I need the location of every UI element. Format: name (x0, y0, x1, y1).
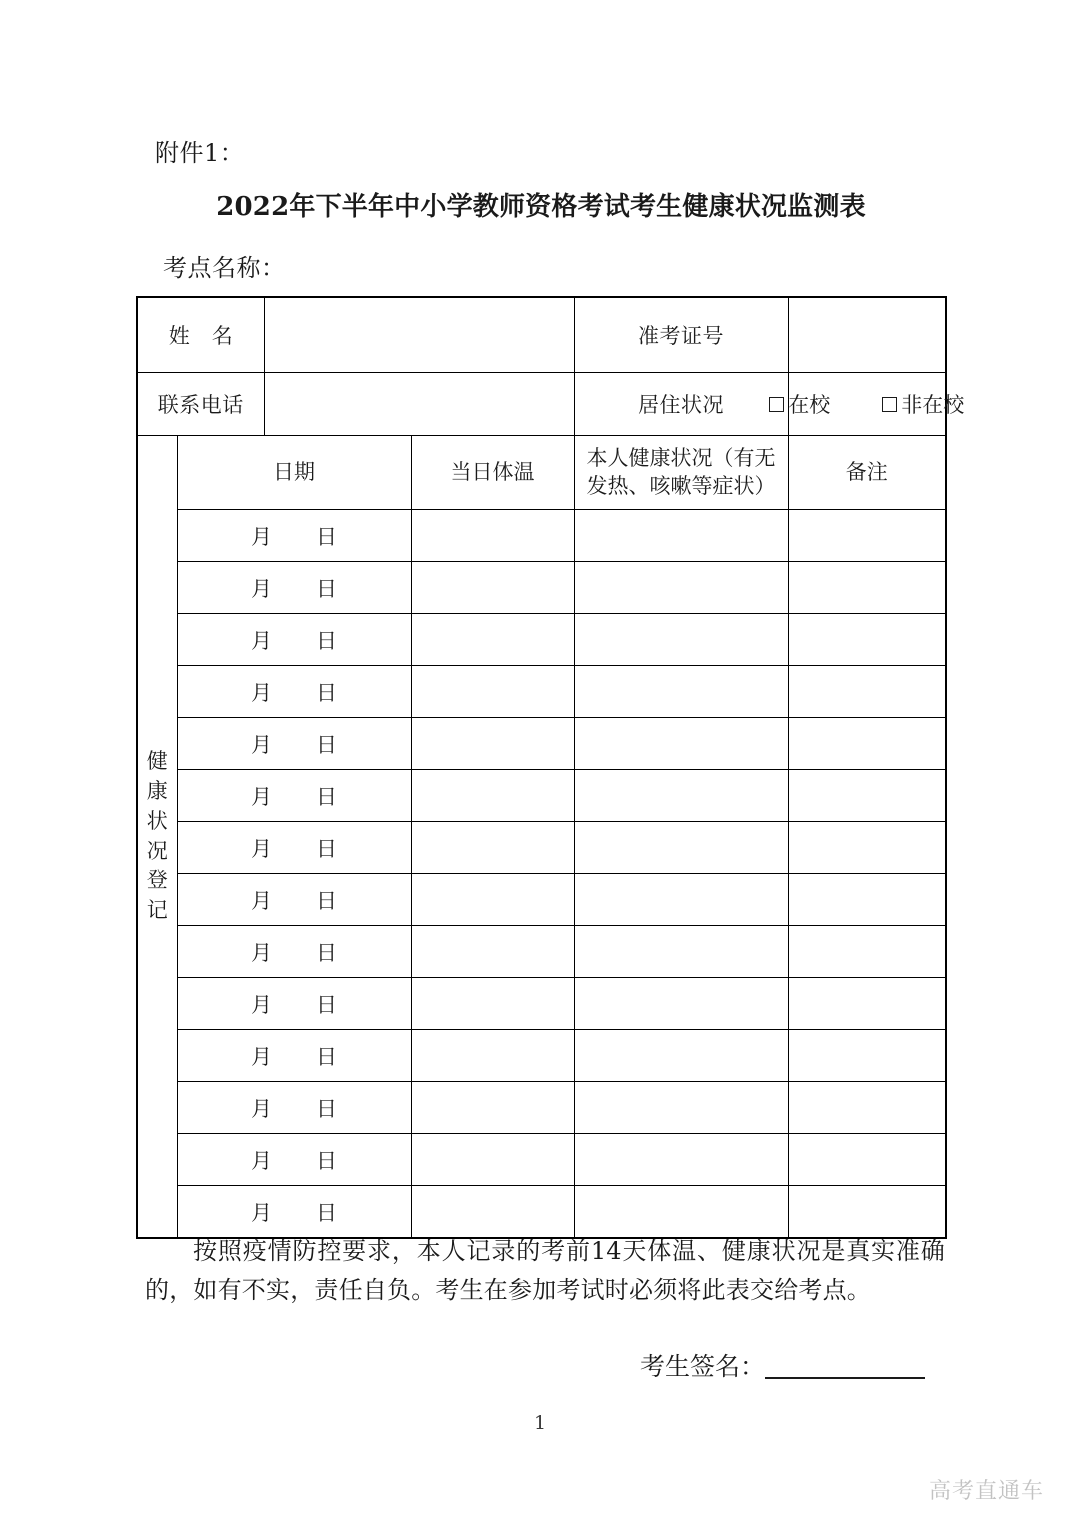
table-header-row (137, 436, 946, 510)
health-status-cell[interactable] (574, 510, 788, 562)
table-row (137, 562, 946, 614)
table-row (137, 1134, 946, 1186)
remark-cell[interactable] (788, 1030, 946, 1082)
table-row (137, 978, 946, 1030)
date-month-unit: 月 (251, 940, 272, 965)
date-month-unit: 月 (251, 628, 272, 653)
residence-option-off-campus-label: 非在校 (901, 393, 965, 417)
health-status-cell[interactable] (574, 1134, 788, 1186)
name-value-field[interactable] (264, 297, 574, 373)
exam-site-name-label: 考点名称： (163, 254, 286, 282)
checkbox-icon[interactable] (769, 397, 784, 412)
column-header-health-status (574, 436, 788, 510)
remark-cell[interactable] (788, 822, 946, 874)
remark-cell[interactable] (788, 510, 946, 562)
temperature-cell[interactable] (411, 1186, 574, 1239)
health-status-cell[interactable] (574, 614, 788, 666)
temperature-cell[interactable] (411, 614, 574, 666)
date-cell[interactable] (177, 1134, 411, 1186)
date-month-unit: 月 (251, 680, 272, 705)
health-status-cell[interactable] (574, 1082, 788, 1134)
temperature-cell[interactable] (411, 562, 574, 614)
date-cell[interactable] (177, 1186, 411, 1239)
column-header-temperature: 当日体温 (411, 436, 574, 510)
date-day-unit: 日 (316, 680, 337, 705)
health-status-cell[interactable] (574, 874, 788, 926)
vertical-label-char: 记 (146, 898, 168, 923)
remark-cell[interactable] (788, 1082, 946, 1134)
remark-cell[interactable] (788, 1186, 946, 1239)
date-day-unit: 日 (316, 1044, 337, 1069)
date-cell[interactable] (177, 978, 411, 1030)
date-cell[interactable] (177, 1030, 411, 1082)
date-day-unit: 日 (316, 992, 337, 1017)
remark-cell[interactable] (788, 926, 946, 978)
table-row (137, 510, 946, 562)
health-status-cell[interactable] (574, 718, 788, 770)
date-cell[interactable] (177, 1082, 411, 1134)
health-status-cell[interactable] (574, 1030, 788, 1082)
temperature-cell[interactable] (411, 978, 574, 1030)
phone-label: 联系电话 (137, 373, 264, 436)
date-day-unit: 日 (316, 1096, 337, 1121)
page-title: 2022年下半年中小学教师资格考试考生健康状况监测表 (216, 192, 866, 222)
admission-ticket-label: 准考证号 (574, 297, 788, 373)
table-row (137, 666, 946, 718)
temperature-cell[interactable] (411, 874, 574, 926)
temperature-cell[interactable] (411, 1082, 574, 1134)
temperature-cell[interactable] (411, 510, 574, 562)
temperature-cell[interactable] (411, 1134, 574, 1186)
table-row (137, 770, 946, 822)
column-header-date: 日期 (177, 436, 411, 510)
health-monitoring-table (136, 296, 965, 1239)
remark-cell[interactable] (788, 666, 946, 718)
remark-cell[interactable] (788, 1134, 946, 1186)
date-month-unit: 月 (251, 888, 272, 913)
health-status-cell[interactable] (574, 926, 788, 978)
remark-cell[interactable] (788, 874, 946, 926)
date-day-unit: 日 (316, 888, 337, 913)
date-cell[interactable] (177, 926, 411, 978)
remark-cell[interactable] (788, 770, 946, 822)
table-row (137, 874, 946, 926)
signature-input[interactable] (765, 1377, 925, 1379)
date-day-unit: 日 (316, 940, 337, 965)
residence-label: 居住状况 (574, 373, 788, 436)
residence-options (788, 373, 965, 436)
residence-option-on-campus[interactable] (769, 389, 830, 419)
table-row (137, 718, 946, 770)
signature-line (640, 1347, 925, 1383)
temperature-cell[interactable] (411, 666, 574, 718)
remark-cell[interactable] (788, 614, 946, 666)
remark-cell[interactable] (788, 718, 946, 770)
health-status-cell[interactable] (574, 1186, 788, 1239)
vertical-label-char: 登 (146, 868, 168, 893)
vertical-label-char: 康 (146, 778, 168, 803)
signature-label: 考生签名： (640, 1352, 766, 1381)
health-status-cell[interactable] (574, 978, 788, 1030)
date-month-unit: 月 (251, 1044, 272, 1069)
date-cell[interactable] (177, 770, 411, 822)
watermark: 高考直通车 (928, 1479, 1044, 1504)
date-month-unit: 月 (251, 1096, 272, 1121)
date-day-unit: 日 (316, 732, 337, 757)
date-month-unit: 月 (251, 732, 272, 757)
table-row (137, 614, 946, 666)
date-month-unit: 月 (251, 836, 272, 861)
date-cell[interactable] (177, 510, 411, 562)
page-number: 1 (533, 1412, 547, 1434)
remark-cell[interactable] (788, 978, 946, 1030)
date-day-unit: 日 (316, 524, 337, 549)
table-row (137, 1186, 946, 1239)
column-header-health-status-line1: 本人健康状况（有无 (586, 446, 776, 471)
temperature-cell[interactable] (411, 770, 574, 822)
date-month-unit: 月 (251, 1148, 272, 1173)
temperature-cell[interactable] (411, 926, 574, 978)
date-cell[interactable] (177, 562, 411, 614)
residence-option-off-campus[interactable] (882, 389, 964, 419)
temperature-cell[interactable] (411, 1030, 574, 1082)
checkbox-icon[interactable] (882, 397, 897, 412)
table-row-name (137, 297, 946, 373)
table-row (137, 1082, 946, 1134)
date-cell[interactable] (177, 822, 411, 874)
date-month-unit: 月 (251, 524, 272, 549)
table-row (137, 1030, 946, 1082)
date-cell[interactable] (177, 718, 411, 770)
name-label: 姓名 (137, 297, 264, 373)
admission-ticket-value-field[interactable] (788, 297, 946, 373)
vertical-section-label (137, 436, 177, 1239)
date-month-unit: 月 (251, 784, 272, 809)
health-status-cell[interactable] (574, 770, 788, 822)
date-day-unit: 日 (316, 1200, 337, 1225)
vertical-label-char: 况 (146, 838, 168, 863)
vertical-label-char: 状 (146, 808, 168, 833)
table-row (137, 822, 946, 874)
date-day-unit: 日 (316, 1148, 337, 1173)
residence-option-on-campus-label: 在校 (788, 393, 831, 417)
phone-value-field[interactable] (264, 373, 574, 436)
attachment-label: 附件1： (155, 139, 245, 167)
date-day-unit: 日 (316, 836, 337, 861)
date-day-unit: 日 (316, 628, 337, 653)
date-day-unit: 日 (316, 784, 337, 809)
column-header-health-status-line2: 发热、咳嗽等症状） (586, 473, 776, 498)
date-day-unit: 日 (316, 576, 337, 601)
temperature-cell[interactable] (411, 718, 574, 770)
table-row (137, 926, 946, 978)
remark-cell[interactable] (788, 562, 946, 614)
date-month-unit: 月 (251, 576, 272, 601)
health-status-cell[interactable] (574, 562, 788, 614)
health-status-cell[interactable] (574, 822, 788, 874)
date-cell[interactable] (177, 614, 411, 666)
date-month-unit: 月 (251, 1200, 272, 1225)
table-row-phone-residence (137, 373, 946, 436)
date-cell[interactable] (177, 874, 411, 926)
vertical-label-char: 健 (146, 749, 168, 774)
column-header-remark: 备注 (788, 436, 946, 510)
temperature-cell[interactable] (411, 822, 574, 874)
date-cell[interactable] (177, 666, 411, 718)
date-month-unit: 月 (251, 992, 272, 1017)
declaration-statement: 按照疫情防控要求，本人记录的考前14天体温、健康状况是真实准确的，如有不实，责任自负。考生在参加考试时必须将此表交给考点。 (145, 1237, 945, 1304)
health-status-cell[interactable] (574, 666, 788, 718)
